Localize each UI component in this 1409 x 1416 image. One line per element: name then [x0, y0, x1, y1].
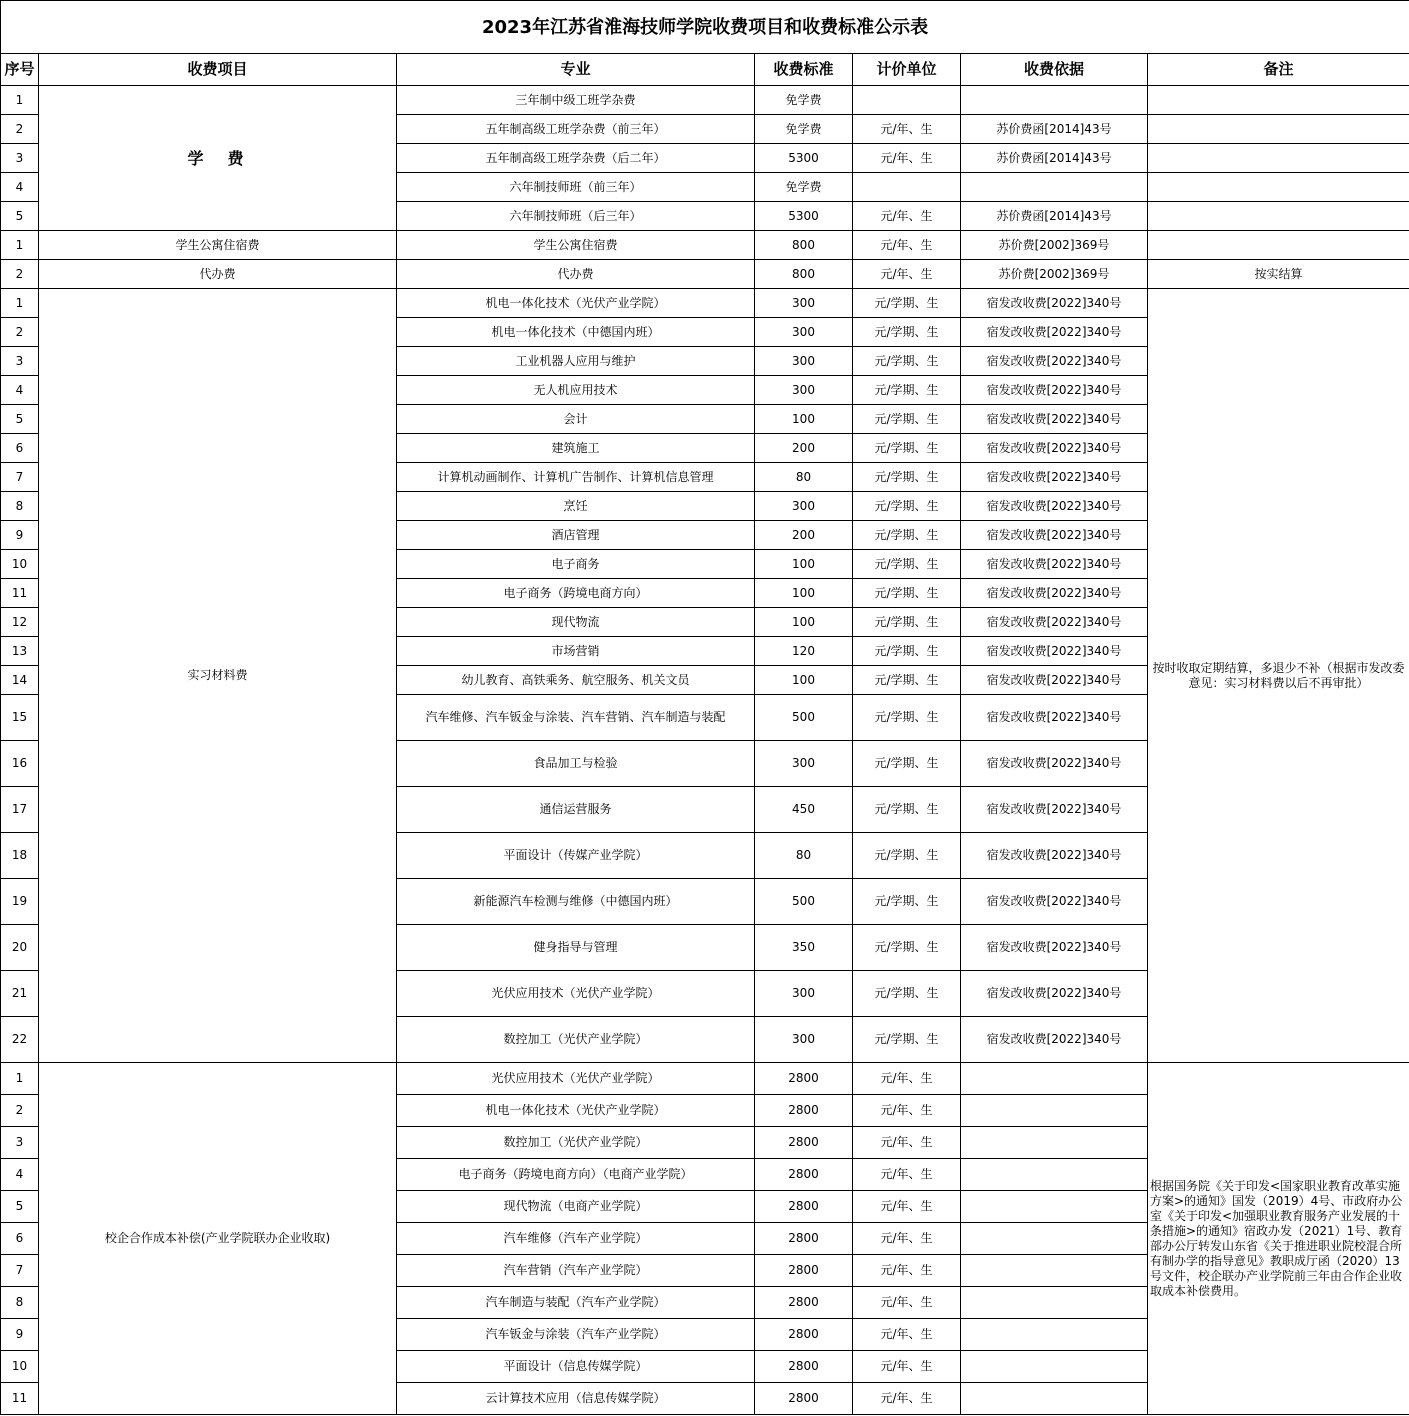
major-name: 酒店管理: [397, 521, 755, 550]
row-number: 9: [1, 521, 39, 550]
fee-basis: 宿发改收费[2022]340号: [961, 666, 1148, 695]
table-row: [1, 231, 1409, 260]
major-name: 健身指导与管理: [397, 925, 755, 971]
fee-basis: 宿发改收费[2022]340号: [961, 318, 1148, 347]
table-row: [1, 289, 1409, 318]
fee-standard: 100: [755, 608, 853, 637]
table-row: [1, 260, 1409, 289]
fee-standard: 2800: [755, 1223, 853, 1255]
price-unit: 元/学期、生: [853, 787, 961, 833]
major-name: 六年制技师班（前三年）: [397, 173, 755, 202]
major-name: 现代物流: [397, 608, 755, 637]
header-category: 收费项目: [39, 54, 397, 86]
row-number: 17: [1, 787, 39, 833]
major-name: 学生公寓住宿费: [397, 231, 755, 260]
fee-standard: 120: [755, 637, 853, 666]
price-unit: 元/年、生: [853, 1287, 961, 1319]
fee-standard: 800: [755, 260, 853, 289]
fee-basis: 苏价费[2002]369号: [961, 231, 1148, 260]
fee-standard: 2800: [755, 1063, 853, 1095]
fee-basis: [961, 1351, 1148, 1383]
table-row: [1, 1063, 1409, 1095]
major-name: 云计算技术应用（信息传媒学院）: [397, 1383, 755, 1415]
fee-basis: 宿发改收费[2022]340号: [961, 879, 1148, 925]
header-row: [1, 54, 1409, 86]
fee-basis: 宿发改收费[2022]340号: [961, 637, 1148, 666]
row-number: 21: [1, 971, 39, 1017]
major-name: 工业机器人应用与维护: [397, 347, 755, 376]
fee-basis: 宿发改收费[2022]340号: [961, 434, 1148, 463]
price-unit: 元/学期、生: [853, 608, 961, 637]
fee-basis: [961, 86, 1148, 115]
major-name: 五年制高级工班学杂费（后二年）: [397, 144, 755, 173]
price-unit: 元/年、生: [853, 115, 961, 144]
fee-basis: [961, 1223, 1148, 1255]
fee-basis: [961, 1287, 1148, 1319]
major-name: 平面设计（传媒产业学院）: [397, 833, 755, 879]
fee-standard: 2800: [755, 1095, 853, 1127]
fee-basis: [961, 1191, 1148, 1223]
major-name: 电子商务: [397, 550, 755, 579]
remark: [1148, 231, 1409, 260]
row-number: 15: [1, 695, 39, 741]
row-number: 10: [1, 550, 39, 579]
fee-basis: 宿发改收费[2022]340号: [961, 741, 1148, 787]
fee-standard: 5300: [755, 144, 853, 173]
fee-basis: [961, 173, 1148, 202]
major-name: 新能源汽车检测与维修（中德国内班）: [397, 879, 755, 925]
fee-standard: 450: [755, 787, 853, 833]
row-number: 11: [1, 579, 39, 608]
price-unit: 元/年、生: [853, 1159, 961, 1191]
major-name: 汽车制造与装配（汽车产业学院）: [397, 1287, 755, 1319]
row-number: 8: [1, 492, 39, 521]
fee-standard: 300: [755, 971, 853, 1017]
price-unit: 元/年、生: [853, 260, 961, 289]
price-unit: 元/年、生: [853, 1351, 961, 1383]
header-remark: 备注: [1148, 54, 1409, 86]
major-name: 烹饪: [397, 492, 755, 521]
price-unit: 元/学期、生: [853, 971, 961, 1017]
row-number: 1: [1, 1063, 39, 1095]
fee-standard: 2800: [755, 1191, 853, 1223]
fee-basis: [961, 1095, 1148, 1127]
fee-standard: 300: [755, 741, 853, 787]
fee-standard: 免学费: [755, 173, 853, 202]
price-unit: 元/年、生: [853, 1255, 961, 1287]
price-unit: 元/学期、生: [853, 925, 961, 971]
row-number: 5: [1, 202, 39, 231]
row-number: 8: [1, 1287, 39, 1319]
remark-note: 按时收取定期结算，多退少不补（根据市发改委意见：实习材料费以后不再审批）: [1148, 289, 1409, 1063]
fee-standard: 300: [755, 376, 853, 405]
fee-standard: 2800: [755, 1351, 853, 1383]
fee-basis: [961, 1063, 1148, 1095]
price-unit: 元/年、生: [853, 1127, 961, 1159]
row-number: 11: [1, 1383, 39, 1415]
fee-standard: 100: [755, 405, 853, 434]
fee-standard: 5300: [755, 202, 853, 231]
row-number: 18: [1, 833, 39, 879]
row-number: 4: [1, 376, 39, 405]
fee-standard: 300: [755, 347, 853, 376]
header-basis: 收费依据: [961, 54, 1148, 86]
table-row: [1, 86, 1409, 115]
fee-standard: 500: [755, 879, 853, 925]
row-number: 19: [1, 879, 39, 925]
row-number: 12: [1, 608, 39, 637]
fee-basis: [961, 1159, 1148, 1191]
price-unit: 元/学期、生: [853, 434, 961, 463]
fee-standard: 200: [755, 434, 853, 463]
fee-basis: 苏价费函[2014]43号: [961, 115, 1148, 144]
fee-basis: [961, 1383, 1148, 1415]
fee-basis: 宿发改收费[2022]340号: [961, 521, 1148, 550]
fee-standard: 2800: [755, 1255, 853, 1287]
price-unit: 元/学期、生: [853, 550, 961, 579]
fee-standard: 免学费: [755, 86, 853, 115]
fee-standard: 100: [755, 550, 853, 579]
major-name: 电子商务（跨境电商方向）（电商产业学院）: [397, 1159, 755, 1191]
fee-category: 实习材料费: [39, 289, 397, 1063]
fee-standard: 500: [755, 695, 853, 741]
major-name: 通信运营服务: [397, 787, 755, 833]
fee-standard: 300: [755, 492, 853, 521]
row-number: 2: [1, 260, 39, 289]
remark: [1148, 115, 1409, 144]
price-unit: 元/学期、生: [853, 318, 961, 347]
row-number: 5: [1, 1191, 39, 1223]
major-name: 机电一体化技术（光伏产业学院）: [397, 289, 755, 318]
remark-note: 根据国务院《关于印发<国家职业教育改革实施方案>的通知》国发（2019）4号、市政府办公室《关于印发<加强职业教育服务产业发展的十条措施>的通知》宿政办发（2021）1号、教育部办公厅转发山东省《关于推进职业院校混合所有制办学的指导意见》教职成厅函（2020）13号文件，校企联办产业学院前三年由合作企业收取成本补偿费用。: [1148, 1063, 1409, 1415]
fee-standard: 350: [755, 925, 853, 971]
fee-basis: 宿发改收费[2022]340号: [961, 1017, 1148, 1063]
price-unit: [853, 173, 961, 202]
fee-basis: 宿发改收费[2022]340号: [961, 695, 1148, 741]
row-number: 2: [1, 115, 39, 144]
major-name: 现代物流（电商产业学院）: [397, 1191, 755, 1223]
major-name: 电子商务（跨境电商方向）: [397, 579, 755, 608]
major-name: 光伏应用技术（光伏产业学院）: [397, 971, 755, 1017]
fee-category: 代办费: [39, 260, 397, 289]
major-name: 机电一体化技术（光伏产业学院）: [397, 1095, 755, 1127]
major-name: 会计: [397, 405, 755, 434]
remark: [1148, 144, 1409, 173]
price-unit: 元/学期、生: [853, 376, 961, 405]
remark: [1148, 202, 1409, 231]
fee-standard: 2800: [755, 1127, 853, 1159]
major-name: 机电一体化技术（中德国内班）: [397, 318, 755, 347]
header-no: 序号: [1, 54, 39, 86]
major-name: 市场营销: [397, 637, 755, 666]
major-name: 无人机应用技术: [397, 376, 755, 405]
major-name: 幼儿教育、高铁乘务、航空服务、机关文员: [397, 666, 755, 695]
row-number: 7: [1, 1255, 39, 1287]
major-name: 汽车维修、汽车钣金与涂装、汽车营销、汽车制造与装配: [397, 695, 755, 741]
fee-basis: 宿发改收费[2022]340号: [961, 579, 1148, 608]
price-unit: 元/学期、生: [853, 347, 961, 376]
fee-standard: 100: [755, 579, 853, 608]
price-unit: 元/学期、生: [853, 637, 961, 666]
price-unit: 元/年、生: [853, 1319, 961, 1351]
remark: [1148, 173, 1409, 202]
fee-basis: 宿发改收费[2022]340号: [961, 608, 1148, 637]
price-unit: 元/学期、生: [853, 666, 961, 695]
fee-basis: 苏价费[2002]369号: [961, 260, 1148, 289]
fee-basis: 宿发改收费[2022]340号: [961, 347, 1148, 376]
remark: [1148, 86, 1409, 115]
price-unit: 元/年、生: [853, 1223, 961, 1255]
price-unit: 元/年、生: [853, 1095, 961, 1127]
fee-category: 校企合作成本补偿(产业学院联办企业收取): [39, 1063, 397, 1415]
major-name: 平面设计（信息传媒学院）: [397, 1351, 755, 1383]
row-number: 6: [1, 434, 39, 463]
row-number: 14: [1, 666, 39, 695]
fee-basis: 宿发改收费[2022]340号: [961, 463, 1148, 492]
row-number: 1: [1, 231, 39, 260]
fee-category: 学 费: [39, 86, 397, 231]
price-unit: [853, 86, 961, 115]
price-unit: 元/学期、生: [853, 492, 961, 521]
major-name: 数控加工（光伏产业学院）: [397, 1127, 755, 1159]
price-unit: 元/学期、生: [853, 741, 961, 787]
fee-standard: 80: [755, 833, 853, 879]
fee-basis: [961, 1255, 1148, 1287]
row-number: 3: [1, 347, 39, 376]
row-number: 3: [1, 1127, 39, 1159]
major-name: 汽车钣金与涂装（汽车产业学院）: [397, 1319, 755, 1351]
row-number: 4: [1, 1159, 39, 1191]
header-unit: 计价单位: [853, 54, 961, 86]
price-unit: 元/学期、生: [853, 879, 961, 925]
price-unit: 元/年、生: [853, 1383, 961, 1415]
price-unit: 元/学期、生: [853, 289, 961, 318]
row-number: 2: [1, 1095, 39, 1127]
row-number: 2: [1, 318, 39, 347]
major-name: 五年制高级工班学杂费（前三年）: [397, 115, 755, 144]
fee-basis: 宿发改收费[2022]340号: [961, 550, 1148, 579]
fee-standard: 300: [755, 1017, 853, 1063]
price-unit: 元/年、生: [853, 1063, 961, 1095]
price-unit: 元/学期、生: [853, 405, 961, 434]
price-unit: 元/学期、生: [853, 521, 961, 550]
row-number: 22: [1, 1017, 39, 1063]
price-unit: 元/年、生: [853, 202, 961, 231]
row-number: 16: [1, 741, 39, 787]
row-number: 13: [1, 637, 39, 666]
header-standard: 收费标准: [755, 54, 853, 86]
row-number: 10: [1, 1351, 39, 1383]
fee-basis: 宿发改收费[2022]340号: [961, 787, 1148, 833]
price-unit: 元/学期、生: [853, 833, 961, 879]
fee-standard: 2800: [755, 1287, 853, 1319]
price-unit: 元/学期、生: [853, 695, 961, 741]
header-major: 专业: [397, 54, 755, 86]
price-unit: 元/学期、生: [853, 463, 961, 492]
fee-basis: 宿发改收费[2022]340号: [961, 376, 1148, 405]
fee-standard: 800: [755, 231, 853, 260]
fee-standard: 2800: [755, 1383, 853, 1415]
fee-basis: 宿发改收费[2022]340号: [961, 971, 1148, 1017]
fee-standard: 300: [755, 289, 853, 318]
fee-basis: 宿发改收费[2022]340号: [961, 492, 1148, 521]
row-number: 4: [1, 173, 39, 202]
price-unit: 元/学期、生: [853, 1017, 961, 1063]
major-name: 计算机动画制作、计算机广告制作、计算机信息管理: [397, 463, 755, 492]
fee-basis: [961, 1127, 1148, 1159]
fee-basis: 苏价费函[2014]43号: [961, 144, 1148, 173]
price-unit: 元/年、生: [853, 144, 961, 173]
fee-standard: 80: [755, 463, 853, 492]
fee-standard: 200: [755, 521, 853, 550]
major-name: 食品加工与检验: [397, 741, 755, 787]
title-row: [1, 1, 1409, 54]
fee-basis: 宿发改收费[2022]340号: [961, 925, 1148, 971]
page-title: 2023年江苏省淮海技师学院收费项目和收费标准公示表: [1, 1, 1409, 54]
price-unit: 元/学期、生: [853, 579, 961, 608]
row-number: 9: [1, 1319, 39, 1351]
major-name: 数控加工（光伏产业学院）: [397, 1017, 755, 1063]
major-name: 六年制技师班（后三年）: [397, 202, 755, 231]
fee-standard: 2800: [755, 1159, 853, 1191]
major-name: 建筑施工: [397, 434, 755, 463]
fee-basis: 宿发改收费[2022]340号: [961, 405, 1148, 434]
fee-basis: 苏价费函[2014]43号: [961, 202, 1148, 231]
major-name: 光伏应用技术（光伏产业学院）: [397, 1063, 755, 1095]
major-name: 代办费: [397, 260, 755, 289]
row-number: 6: [1, 1223, 39, 1255]
price-unit: 元/年、生: [853, 1191, 961, 1223]
remark: 按实结算: [1148, 260, 1409, 289]
fee-standard: 免学费: [755, 115, 853, 144]
fee-standard: 300: [755, 318, 853, 347]
major-name: 汽车维修（汽车产业学院）: [397, 1223, 755, 1255]
fee-basis: 宿发改收费[2022]340号: [961, 833, 1148, 879]
fee-basis: [961, 1319, 1148, 1351]
row-number: 1: [1, 289, 39, 318]
fee-category: 学生公寓住宿费: [39, 231, 397, 260]
row-number: 7: [1, 463, 39, 492]
row-number: 20: [1, 925, 39, 971]
major-name: 汽车营销（汽车产业学院）: [397, 1255, 755, 1287]
fee-standard: 100: [755, 666, 853, 695]
row-number: 3: [1, 144, 39, 173]
row-number: 1: [1, 86, 39, 115]
price-unit: 元/年、生: [853, 231, 961, 260]
row-number: 5: [1, 405, 39, 434]
fee-basis: 宿发改收费[2022]340号: [961, 289, 1148, 318]
fee-standard: 2800: [755, 1319, 853, 1351]
major-name: 三年制中级工班学杂费: [397, 86, 755, 115]
